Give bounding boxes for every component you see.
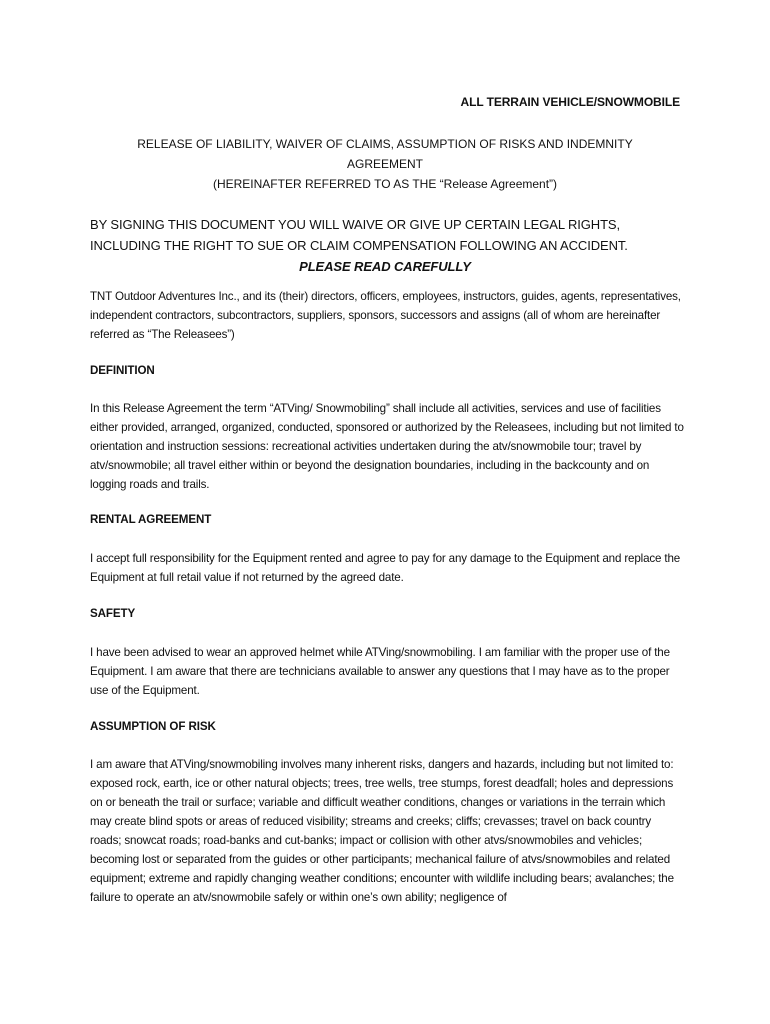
title-line-2: AGREEMENT — [346, 157, 423, 171]
safety-heading: SAFETY — [90, 607, 136, 620]
legal-warning — [90, 214, 680, 277]
risk-paragraph: I am aware that ATVing/snowmobiling involves many inherent risks, dangers and hazards, including but not limited to: exposed rock, earth, ice or other natural objects; trees, tree wells, tree stumps, forest deadfall; holes and depressions on or beneath the trail or surface; variable and difficult weather conditions, changes or variations in the terrain which may create blind spots or areas of reduced visibility; streams and creeks; cliffs; crevasses; travel on back country roads; snowcat roads; road-banks and cut-banks; impact or collision with other atvs/snowmobiles and vehicles; becoming lost or separated from the guides or other participants; mechanical failure of atvs/snowmobiles and related equipment; extreme and rapidly changing weather conditions; encounter with wildlife including bears; avalanches; the failure to operate an atv/snowmobile safely or within one’s own ability; negligence of — [90, 758, 674, 904]
safety-paragraph: I have been advised to wear an approved helmet while ATVing/snowmobiling. I am familiar with the proper use of the Equipment. I am aware that there are technicians available to answer any questions that I may have as to the proper use of the Equipment. — [90, 646, 670, 697]
warning-line-2: INCLUDING THE RIGHT TO SUE OR CLAIM COMPENSATION FOLLOWING AN ACCIDENT. — [90, 238, 628, 253]
risk-heading: ASSUMPTION OF RISK — [90, 720, 216, 733]
warning-emphasis: PLEASE READ CAREFULLY — [299, 259, 471, 274]
definition-paragraph: In this Release Agreement the term “ATVing/ Snowmobiling” shall include all activities, services and use of facilities either provided, arranged, organized, conducted, sponsored or authorized by the Releasees, including but not limited to orientation and instruction sessions: recreational activities undertaken during the atv/snowmobile tour; travel by atv/snowmobile; all travel either within or beyond the designation boundaries, including in the backcounty and on logging roads and trails. — [90, 402, 684, 491]
warning-line-1: BY SIGNING THIS DOCUMENT YOU WILL WAIVE OR GIVE UP CERTAIN LEGAL RIGHTS, — [90, 217, 621, 232]
rental-heading: RENTAL AGREEMENT — [90, 513, 212, 526]
document-header: ALL TERRAIN VEHICLE/SNOWMOBILE — [460, 95, 680, 109]
title-line-3: (HEREINAFTER REFERRED TO AS THE “Release Agreement”) — [212, 177, 558, 191]
document-title — [90, 134, 680, 194]
title-line-1: RELEASE OF LIABILITY, WAIVER OF CLAIMS, ASSUMPTION OF RISKS AND INDEMNITY — [137, 137, 633, 151]
definition-heading: DEFINITION — [90, 364, 155, 377]
rental-paragraph: I accept full responsibility for the Equipment rented and agree to pay for any damage to the Equipment and replace the Equipment at full retail value if not returned by the agreed date. — [90, 552, 681, 584]
intro-paragraph: TNT Outdoor Adventures Inc., and its (their) directors, officers, employees, instructors, guides, agents, representatives, independent contractors, subcontractors, suppliers, sponsors, successors and assigns (all of whom are hereinafter referred as “The Releasees”) — [90, 290, 681, 341]
